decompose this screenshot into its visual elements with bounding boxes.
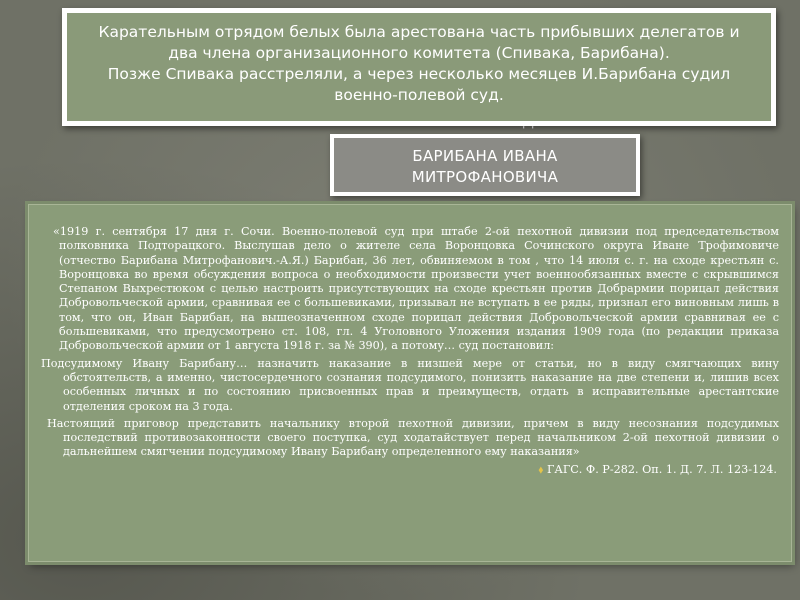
- document-paragraph-3: Настоящий приговор представить начальнику второй пехотной дивизии, причем в виду несознания подсудимых последствий противозаконности своего поступка, суд ходатайствует перед начальником 2-ой пехотной дивизии о дальнейшем смягчении подсудимому Ивану Барибану определенного ему наказания»: [47, 416, 779, 459]
- archive-source-text: ГАГС. Ф. Р-282. Оп. 1. Д. 7. Л. 123-124.: [546, 462, 777, 476]
- document-paragraph-2: Подсудимому Ивану Барибану… назначить наказание в низшей мере от статьи, но в виду смягчающих вину обстоятельств, а именно, чистосердечного сознания подсудимого, понизить наказание на две степени и, лишив всех особенных личных и по состоянию присвоенных прав и преимуществ, отдать в исправительные арестантские отделения сроком на 3 года.: [41, 356, 779, 413]
- header-line-2: два члена организационного комитета (Спивака, Барибана).: [168, 44, 670, 62]
- diamond-bullet-icon: ⬧: [538, 462, 544, 476]
- verdict-title-line-1: БАРИБАНА ИВАНА: [412, 147, 558, 165]
- verdict-document-box: [28, 204, 792, 562]
- header-line-1: Карательным отрядом белых была арестована часть прибывших делегатов и: [98, 23, 740, 41]
- document-paragraph-1: «1919 г. сентября 17 дня г. Сочи. Военно-полевой суд при штабе 2-ой пехотной дивизии под председательством полковника Подторацкого. Выслушав дело о жителе села Воронцовка Сочинского округа Иване Трофимовиче (отчество Барибана Митрофанович.-А.Я.) Барибан, 36 лет, обвиняемом в том , что 14 июля с. г. на сходе крестьян с. Воронцовка во время обсуждения вопроса о необходимости произвести учет военнообязанных вместе с скрывшимся Степаном Выхрестюком с целью настроить присутствующих на сходе крестьян против Добрармии порицал действия Добровольческой армии, сравнивая ее с большевиками, призывал не вступать в ее ряды, признал его виновным лишь в том, что он, Иван Барибан, на вышеозначенном сходе порицал действия Добровольческой армии сравнивая ее с большевиками, что предусмотрено ст. 108, гл. 4 Уголовного Уложения издания 1909 года (по редакции приказа Добровольческой армии от 1 августа 1918 г. за № 390), а потому… суд постановил:: [53, 225, 779, 353]
- verdict-title-line-2: МИТРОФАНОВИЧА: [411, 168, 559, 186]
- archive-source: [41, 463, 779, 477]
- header-line-3: Позже Спивака расстреляли, а через несколько месяцев И.Барибана судил: [107, 65, 731, 83]
- header-line-4: военно-полевой суд.: [334, 86, 504, 104]
- verdict-title-box: [330, 134, 640, 196]
- header-text-box: [62, 8, 776, 126]
